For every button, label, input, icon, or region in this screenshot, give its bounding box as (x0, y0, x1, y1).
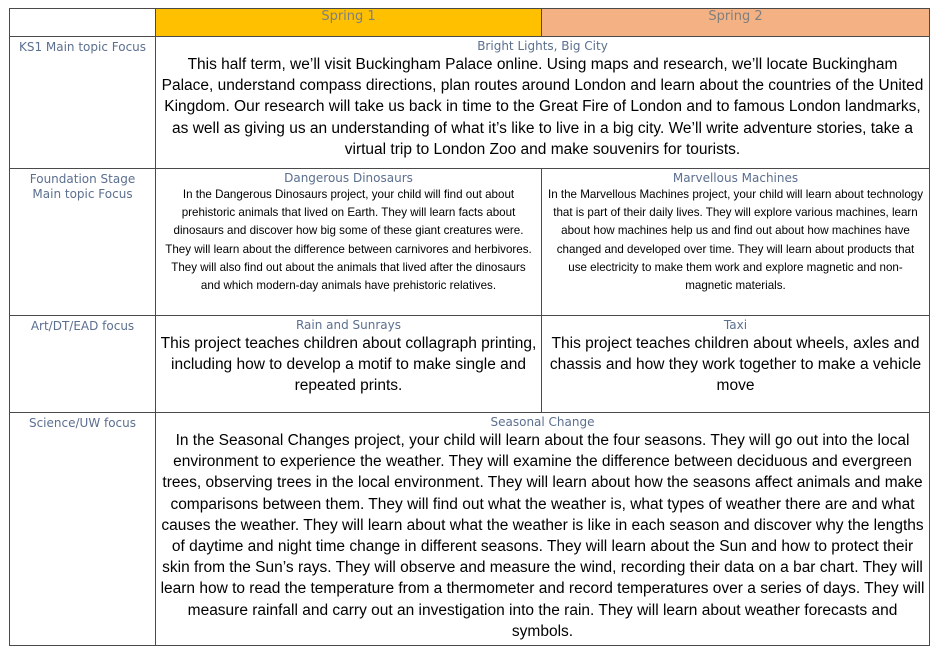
ks1-row (10, 37, 930, 169)
header-corner-cell (10, 9, 156, 37)
art-spring2-cell (542, 316, 930, 413)
art-row (10, 316, 930, 413)
science-content-cell (156, 413, 930, 646)
science-label: Science/UW focus (28, 416, 137, 430)
science-row (10, 413, 930, 646)
science-label-cell (10, 413, 156, 646)
header-row (10, 9, 930, 37)
foundation-label: Foundation Stage Main topic Focus (29, 172, 136, 201)
foundation-label-cell (10, 169, 156, 316)
ks1-label: KS1 Main topic Focus (18, 40, 147, 54)
art-label-cell (10, 316, 156, 413)
art-spring1-title: Rain and Sunrays (295, 318, 402, 332)
art-spring1-text: This project teaches children about collagraph printing, including how to develop a motif to make single and repeated prints. (160, 335, 537, 395)
science-topic-title: Seasonal Change (490, 415, 595, 429)
foundation-spring2-cell (542, 169, 930, 316)
art-label: Art/DT/EAD focus (30, 319, 135, 333)
foundation-spring1-text: In the Dangerous Dinosaurs project, your child will find out about prehistoric animals that lived on Earth. They will learn facts about dinosaurs and discover how big some of these giant creatures were. They will learn about the difference between carnivores and herbivores. They will also find out about the animals that lived after the dinosaurs and which modern-day animals have prehistoric relatives. (165, 188, 532, 293)
science-topic-text: In the Seasonal Changes project, your child will learn about the four seasons. They will go out into the local environment to experience the weather. They will examine the difference between deciduous and evergreen trees, observing trees in the local environment. They will learn about how the seasons affect animals and make comparisons between them. They will find out what the weather is, what types of weather there are and what causes the weather. They will learn about what the weather is like in each season and discover why the lengths of daytime and night time change in different seasons. They will learn about the Sun and how to protect their skin from the Sun’s rays. They will observe and measure the wind, recording their data on a bar chart. They will learn how to read the temperature from a thermometer and record temperatures over a series of days. They will measure rainfall and carry out an investigation into the rain. They will learn about weather forecasts and symbols. (160, 432, 925, 640)
art-spring1-cell (156, 316, 542, 413)
foundation-spring1-cell (156, 169, 542, 316)
ks1-label-cell (10, 37, 156, 169)
foundation-row (10, 169, 930, 316)
ks1-topic-text: This half term, we’ll visit Buckingham Palace online. Using maps and research, we’ll locate Buckingham Palace, understand compass directions, plan routes around London and learn about the countries of the United Kingdom. Our research will take us back in time to the Great Fire of London and to famous London landmarks, as well as giving us an understanding of what it’s like to live in a big city. We’ll write adventure stories, take a virtual trip to London Zoo and make souvenirs for tourists. (161, 56, 924, 158)
art-spring2-title: Taxi (723, 318, 748, 332)
foundation-spring2-title: Marvellous Machines (672, 171, 799, 185)
foundation-spring1-title: Dangerous Dinosaurs (284, 171, 413, 185)
foundation-spring2-text: In the Marvellous Machines project, your child will learn about technology that is part of their daily lives. They will explore various machines, learn about how machines help us and find out about how machines have changed and developed over time. They will learn about products that use electricity to make them work and explore magnetic and non-magnetic materials. (547, 188, 924, 293)
art-spring2-text: This project teaches children about wheels, axles and chassis and how they work together to make a vehicle move (549, 335, 922, 395)
header-spring2: Spring 2 (542, 9, 930, 37)
header-spring1: Spring 1 (156, 9, 542, 37)
curriculum-table (9, 8, 930, 646)
ks1-content-cell (156, 37, 930, 169)
ks1-topic-title: Bright Lights, Big City (477, 39, 608, 53)
